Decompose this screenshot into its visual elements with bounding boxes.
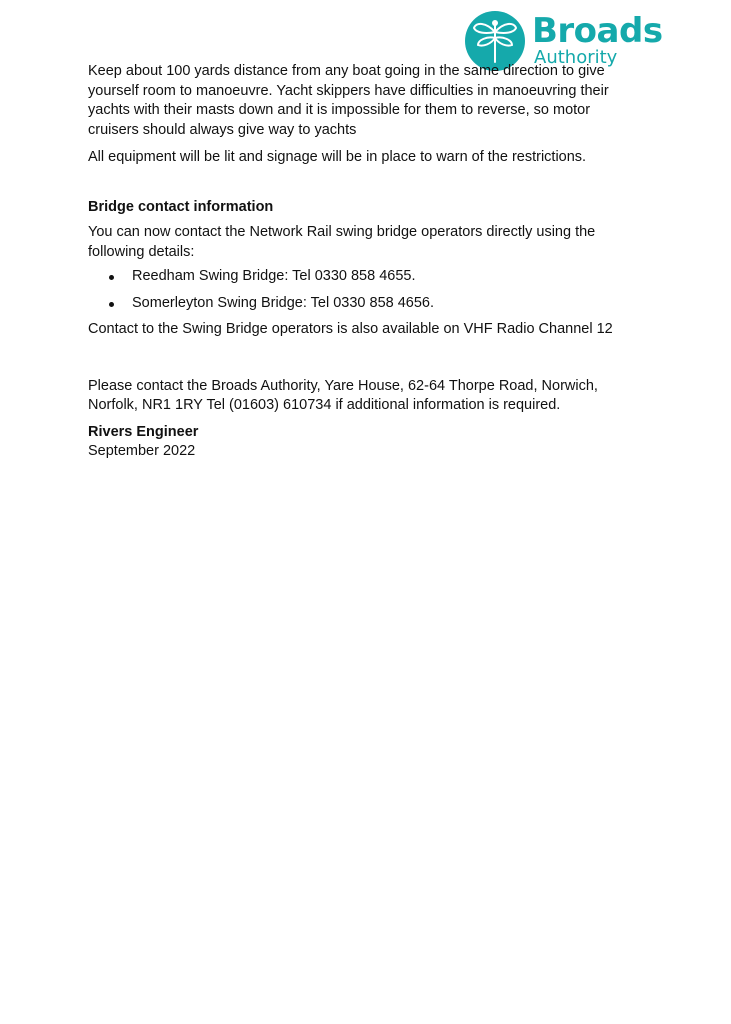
somerleyton-contact: Somerleyton Swing Bridge: Tel 0330 858 4656. <box>132 294 435 311</box>
list-item <box>88 267 633 287</box>
logo-subtitle: Authority <box>534 47 618 68</box>
bullet-icon <box>109 275 114 280</box>
reedham-contact: Reedham Swing Bridge: Tel 0330 858 4655. <box>132 268 416 284</box>
list-item <box>88 294 633 314</box>
signatory-title: Rivers Engineer <box>88 423 199 440</box>
broads-authority-logo <box>464 10 663 70</box>
document-body <box>88 62 633 462</box>
vhf-radio-note: Contact to the Swing Bridge operators is also available on VHF Radio Channel 12 <box>88 321 613 337</box>
document-date: September 2022 <box>88 443 196 459</box>
distance-paragraph: Keep about 100 yards distance from any boat going in the same direction to give yourself room to manoeuvre. Yacht skippers have difficulties in manoeuvring their yachts with their masts down and it is impossible for them to reverse, so motor cruisers should always give way to yachts <box>88 63 609 138</box>
authority-contact-paragraph: Please contact the Broads Authority, Yare House, 62-64 Thorpe Road, Norwich, Norfolk, NR1 1RY Tel (01603) 610734 if additional information is required. <box>88 377 598 413</box>
bridge-contact-heading: Bridge contact information <box>88 198 274 215</box>
logo-wordmark: Broads <box>532 11 663 51</box>
bridge-contact-list <box>88 267 633 313</box>
bullet-icon <box>109 302 114 307</box>
bridge-contact-intro: You can now contact the Network Rail swing bridge operators directly using the following details: <box>88 224 596 260</box>
equipment-paragraph: All equipment will be lit and signage will be in place to warn of the restrictions. <box>88 149 587 165</box>
